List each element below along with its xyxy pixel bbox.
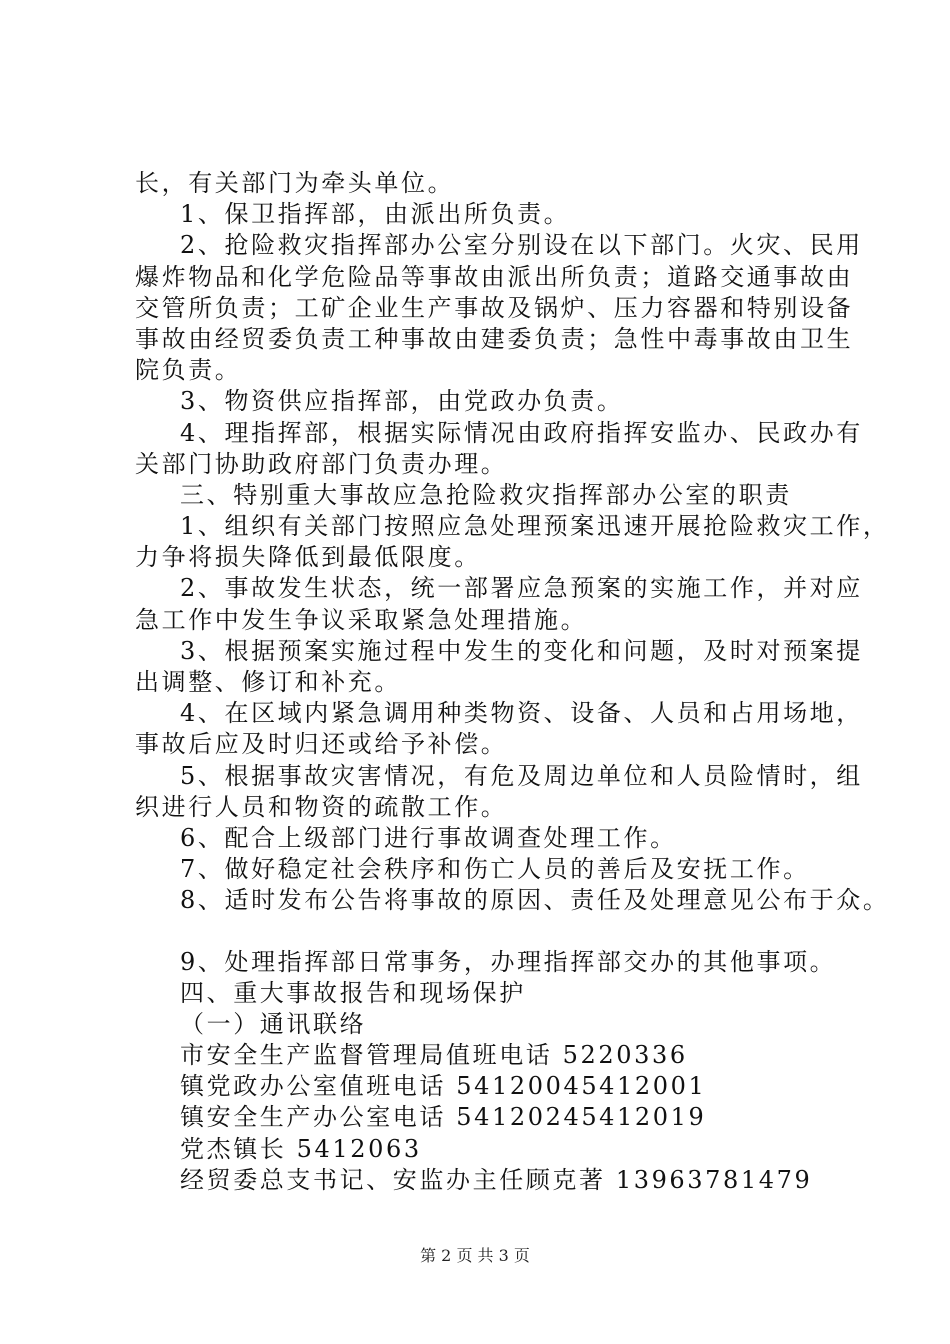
paragraph-gap: [135, 917, 835, 947]
text-line: 3、物资供应指挥部，由党政办负责。: [180, 387, 624, 416]
text-line: 2、事故发生状态，统一部署应急预案的实施工作，并对应: [180, 574, 863, 603]
text-line: 交管所负责；工矿企业生产事故及锅炉、压力容器和特别设备: [135, 293, 854, 322]
subsection-heading: （一）通讯联络: [180, 1009, 367, 1038]
text-line: 5、根据事故灾害情况，有危及周边单位和人员险情时，组: [180, 761, 863, 790]
text-line: 7、做好稳定社会秩序和伤亡人员的善后及安抚工作。: [180, 855, 810, 884]
document-body: [135, 168, 890, 1196]
section-heading: 四、重大事故报告和现场保护: [180, 978, 526, 1007]
text-line: 长，有关部门为牵头单位。: [135, 169, 455, 197]
text-line: 1、保卫指挥部，由派出所负责。: [180, 200, 571, 229]
text-line: 2、抢险救灾指挥部办公室分别设在以下部门。火灾、民用: [180, 231, 863, 260]
text-line: 出调整、修订和补充。: [135, 668, 401, 696]
contact-line: 镇党政办公室值班电话 54120045412001: [180, 1072, 707, 1101]
text-line: 事故后应及时归还或给予补偿。: [135, 730, 508, 759]
text-line: 院负责。: [135, 356, 242, 385]
text-line: 关部门协助政府部门负责办理。: [135, 449, 508, 478]
page-number-footer: 第 2 页 共 3 页: [420, 1246, 530, 1265]
text-line: 9、处理指挥部日常事务，办理指挥部交办的其他事项。: [180, 947, 837, 976]
text-line: 事故由经贸委负责工种事故由建委负责；急性中毒事故由卫生: [135, 324, 854, 353]
contact-line: 市安全生产监督管理局值班电话 5220336: [180, 1041, 688, 1070]
text-line: 爆炸物品和化学危险品等事故由派出所负责；道路交通事故由: [135, 262, 854, 291]
text-line: 织进行人员和物资的疏散工作。: [135, 792, 508, 821]
contact-line: 经贸委总支书记、安监办主任顾克著 13963781479: [180, 1165, 813, 1194]
contact-line: 党杰镇长 5412063: [180, 1134, 422, 1163]
section-heading: 三、特别重大事故应急抢险救灾指挥部办公室的职责: [180, 480, 792, 509]
text-line: 力争将损失降低到最低限度。: [135, 543, 481, 572]
text-line: 1、组织有关部门按照应急处理预案迅速开展抢险救灾工作，: [180, 512, 890, 541]
text-line: 4、理指挥部，根据实际情况由政府指挥安监办、民政办有: [180, 418, 863, 447]
text-line: 8、适时发布公告将事故的原因、责任及处理意见公布于众。: [180, 886, 890, 915]
text-line: 4、在区域内紧急调用种类物资、设备、人员和占用场地，: [180, 699, 863, 728]
contact-line: 镇安全生产办公室电话 54120245412019: [180, 1103, 707, 1132]
text-line: 急工作中发生争议采取紧急处理措施。: [135, 605, 588, 634]
text-line: 6、配合上级部门进行事故调查处理工作。: [180, 823, 677, 852]
text-line: 3、根据预案实施过程中发生的变化和问题，及时对预案提: [180, 636, 863, 665]
